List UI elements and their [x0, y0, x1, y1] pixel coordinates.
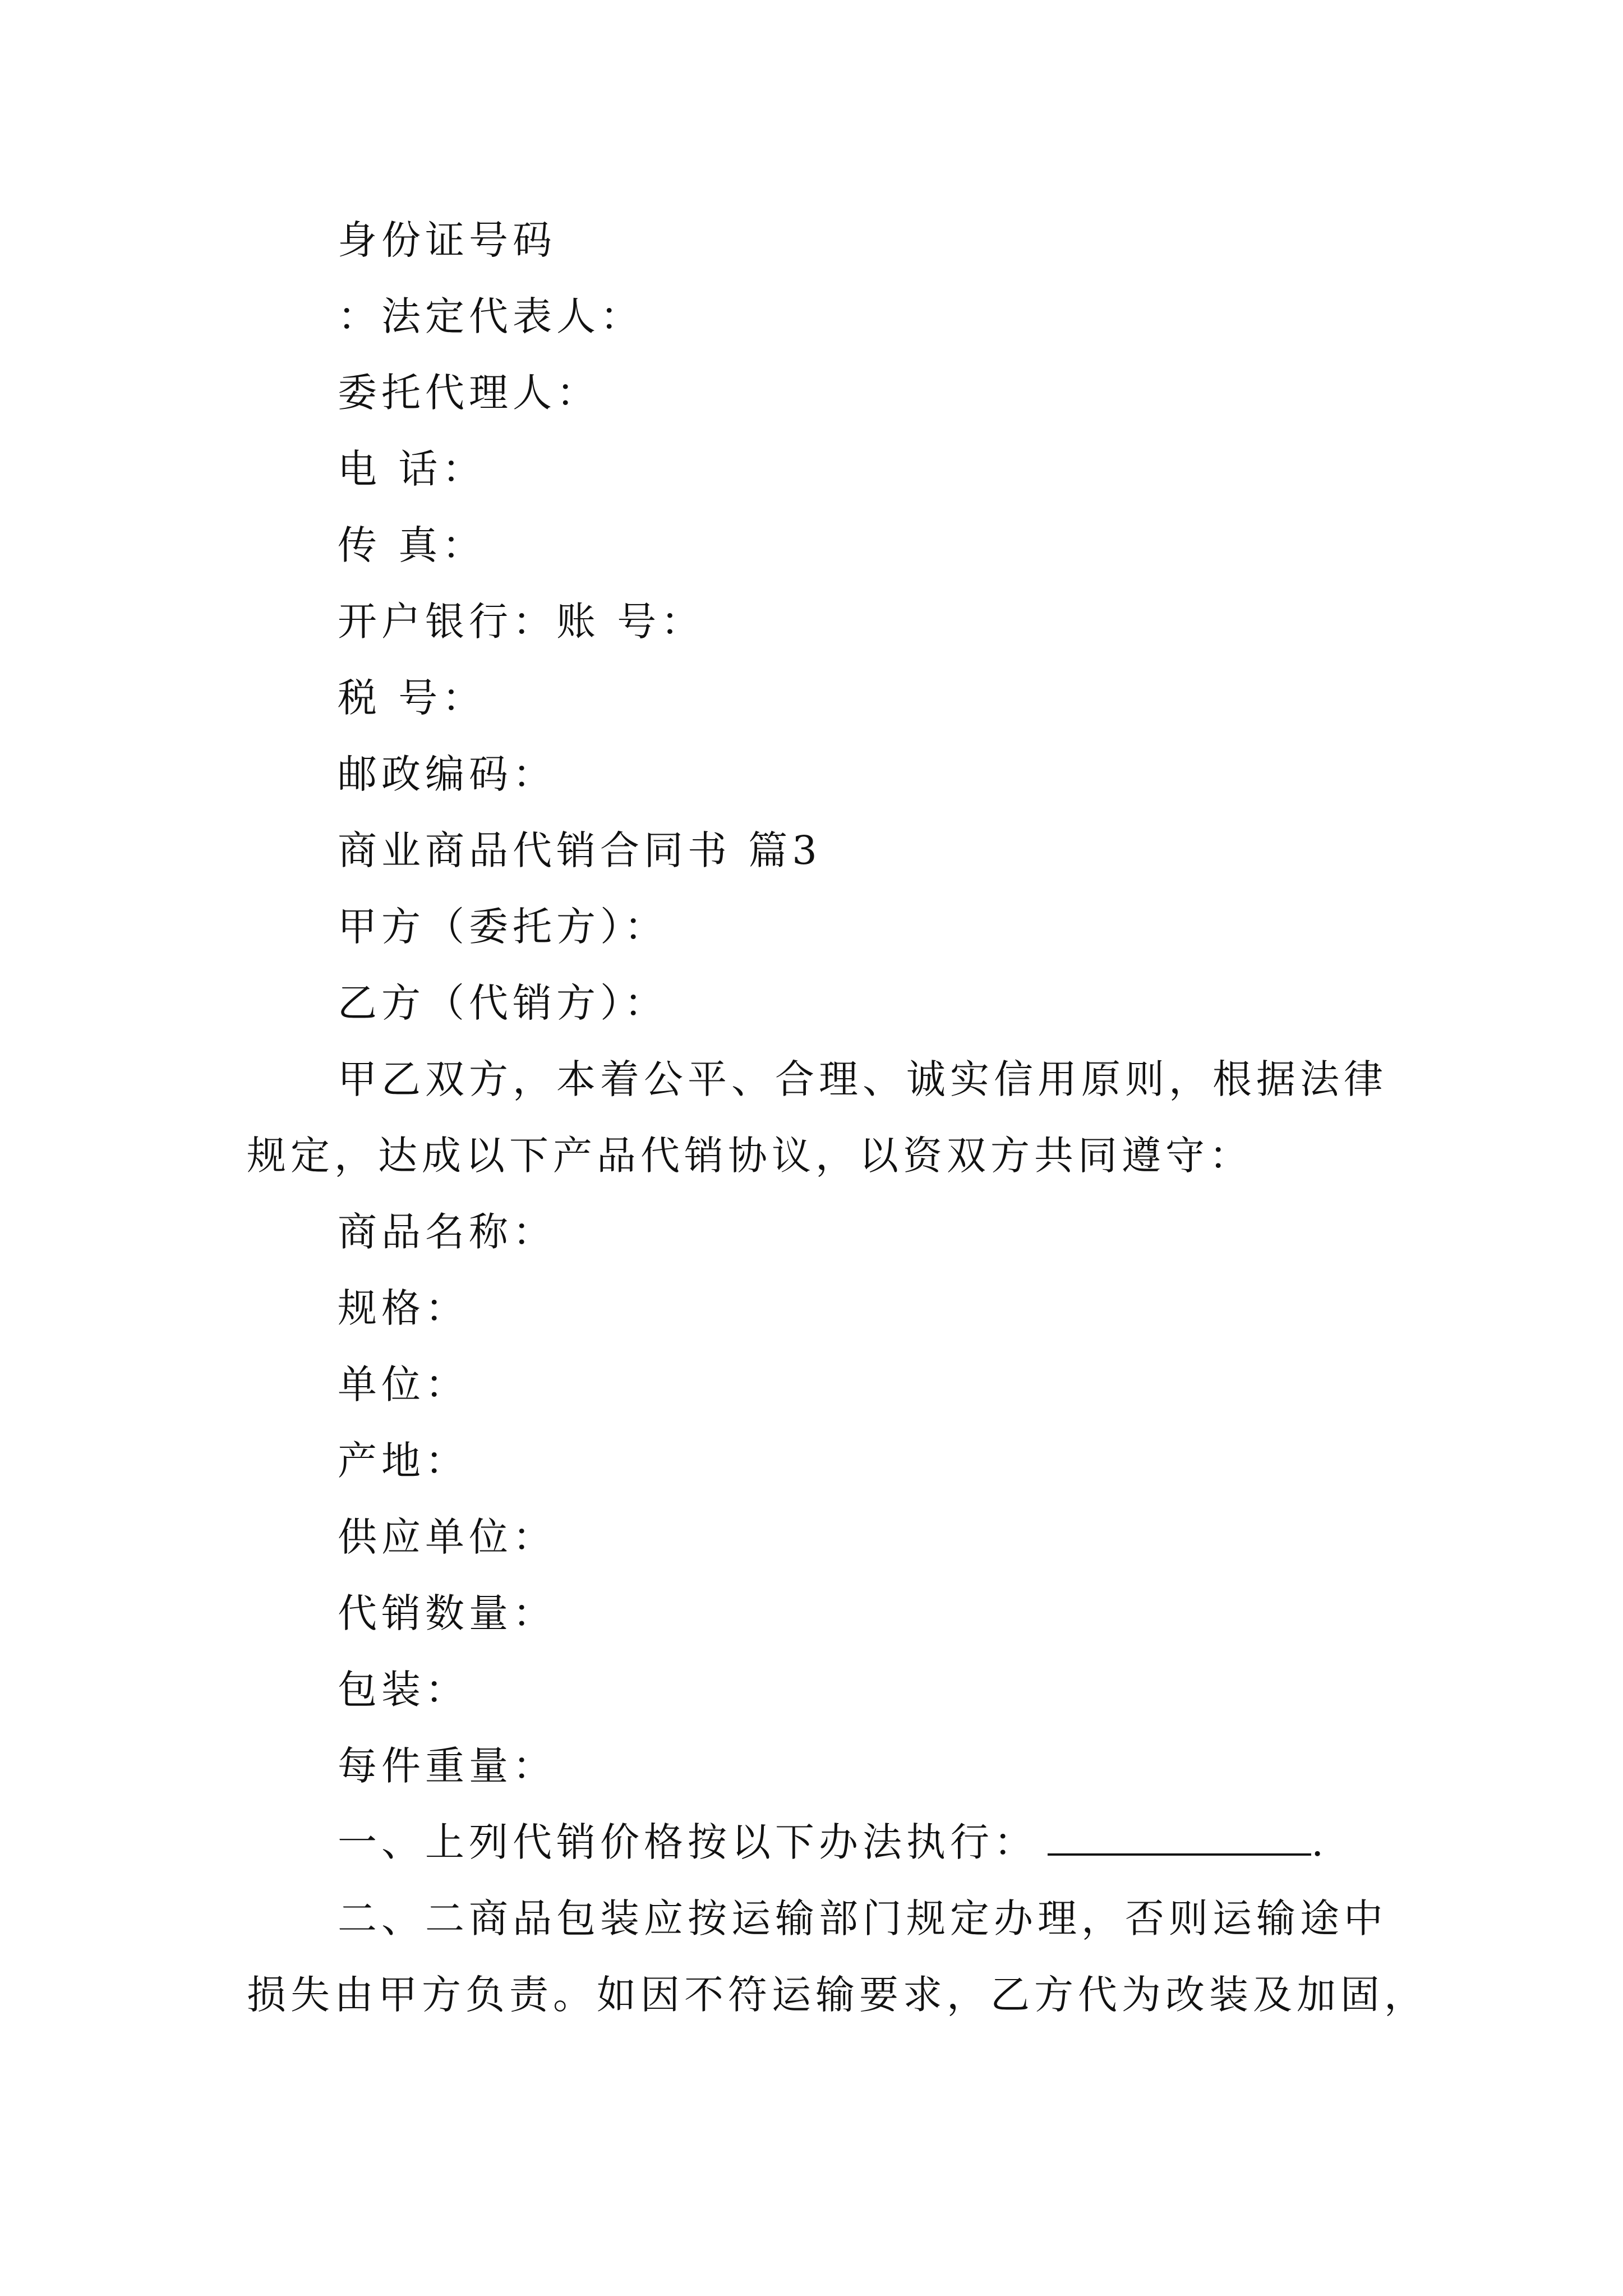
clause-one	[338, 1815, 1328, 1869]
clause-two-line-1: 二、二商品包装应按运输部门规定办理，否则运输途中	[338, 1895, 1387, 1941]
text-line-party-a: 甲方（委托方）：	[338, 904, 668, 950]
text-line-quantity: 代销数量：	[338, 1590, 556, 1636]
text-line-fax: 传 真：	[338, 522, 486, 568]
text-line-product-name: 商品名称：	[338, 1209, 556, 1255]
paragraph-intro-line-2: 规定，达成以下产品代销协议，以资双方共同遵守：	[247, 1133, 1253, 1179]
text-line-origin: 产地：	[338, 1438, 469, 1484]
clause-one-text: 一、上列代销价格按以下办法执行：	[338, 1819, 1038, 1865]
text-line-tax-number: 税 号：	[338, 675, 486, 721]
text-line-legal-representative: ：法定代表人：	[338, 293, 644, 339]
fill-in-blank	[1048, 1818, 1311, 1856]
clause-one-period: .	[1311, 1819, 1329, 1865]
clause-two-line-2: 损失由甲方负责。如因不符运输要求，乙方代为改装及加固，	[247, 1972, 1428, 2018]
text-line-id-number: 身份证号码	[338, 217, 556, 263]
text-line-specification: 规格：	[338, 1285, 469, 1331]
text-line-unit: 单位：	[338, 1361, 469, 1407]
text-line-postal-code: 邮政编码：	[338, 751, 556, 797]
section-heading: 商业商品代销合同书 篇3	[338, 827, 822, 873]
text-line-bank-account: 开户银行：账 号：	[338, 599, 705, 645]
text-line-packaging: 包装：	[338, 1667, 469, 1713]
text-line-supplier: 供应单位：	[338, 1514, 556, 1560]
text-line-party-b: 乙方（代销方）：	[338, 980, 668, 1026]
paragraph-intro-line-1: 甲乙双方，本着公平、合理、诚实信用原则，根据法律	[338, 1056, 1387, 1102]
text-line-phone: 电 话：	[338, 446, 486, 492]
text-line-weight-per-piece: 每件重量：	[338, 1743, 556, 1789]
text-line-authorized-agent: 委托代理人：	[338, 370, 600, 416]
